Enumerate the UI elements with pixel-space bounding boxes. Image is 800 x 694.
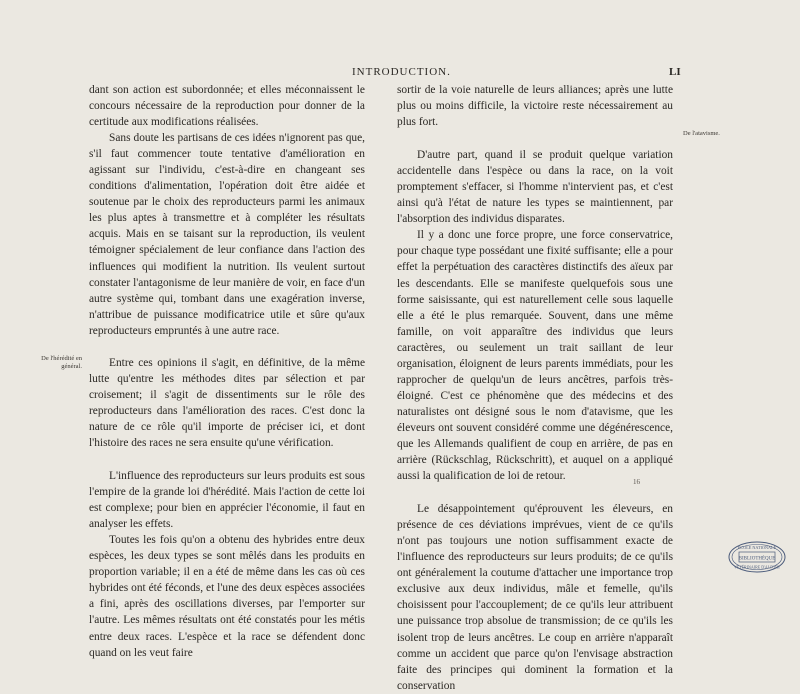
paragraph: Il y a donc une force propre, une force conservatrice, pour chaque type possédant une fixité suffisante; elle a pour effet la perpétuation des caractères distinctifs des aïeux par les descendants. Elle se manifeste quelquefois sous une forme saisissante, qui est naturellement celle sous laquelle elle a été le plus remarquée. Souvent, dans une même famille, on voit apparaître des individus que leurs caractères, ou seulement un trait saillant de leur organisation, éloignent de leurs parents immédiats, pour les rapprocher de quelqu'un de leurs ancêtres, parfois très-éloigné. C'est ce phénomène que des médecins et des naturalistes ont désigné sous le nom d'atavisme, que les éleveurs ont souvent considéré comme une dégénérescence, que les Allemands qualifient de coup en arrière, de pas en arrière (Rückschlag, Rückschritt), et auquel on a appliqué aussi la qualification de loi de retour.: [397, 229, 673, 483]
stamp-line2: BIBLIOTHÈQUE: [738, 556, 776, 562]
paragraph-gap: [89, 451, 365, 468]
paragraph: Le désappointement qu'éprouvent les éleveurs, en présence de ces déviations imprévues, vient de ce qu'ils n'ont pas toujours une notion suffisamment exacte de l'influence des reproducteurs sur leurs produits; de ce qu'ils ont généralement la coutume d'attacher une importance trop exclusive aux deux individus, mâle et femelle, qu'ils choisissent pour l'accouplement; de ce qu'ils leur attribuent une puissance trop absolue de transmission; de ce qu'ils les isolent trop de leurs ancêtres. Le coup en arrière n'apparaît comme un accident que parce qu'on l'envisage abstraction faite des principes qui dominent la formation et la conservation: [397, 503, 673, 692]
page-number: LI: [669, 66, 681, 78]
left-column: [89, 82, 365, 661]
margin-note-atavism: De l'atavisme.: [683, 130, 720, 137]
paragraph: sortir de la voie naturelle de leurs alliances; après une lutte plus ou moins difficile, la victoire reste nécessairement au plus fort.: [397, 84, 673, 129]
page-header: [0, 66, 800, 80]
paragraph: dant son action est subordonnée; et elles méconnaissent le concours nécessaire de la reproduction pour donner de la certitude aux modifications réalisées.: [89, 84, 365, 129]
paragraph: Entre ces opinions il s'agit, en définitive, de la même lutte qu'entre les méthodes dites par sélection et par croisement; il s'agit de dissentiments sur le rôle des reproducteurs dans l'amélioration des races. C'est donc la nature de ce rôle qu'il importe de préciser ici, et dont l'histoire des races ne sera ensuite qu'une vérification.: [89, 356, 365, 449]
paragraph: D'autre part, quand il se produit quelque variation accidentelle dans l'espèce ou dans la race, on la voit promptement s'effacer, si l'homme n'intervient pas, et c'est ainsi qu'à l'état de nature les types se maintiennent, par l'absorption des individus disparates.: [397, 149, 673, 226]
stamp-line3: VÉTÉRINAIRE D'ALFORT: [733, 564, 781, 570]
right-column: [397, 82, 673, 694]
paragraph-gap: [397, 130, 673, 147]
paragraph: Sans doute les partisans de ces idées n'ignorent pas que, s'il faut commencer toute tentative d'amélioration en agissant sur l'individu, c'est-à-dire en changeant ses conditions d'alimentation, l'opération doit être aidée et soutenue par le choix des reproducteurs parmi les animaux les plus aptes à transmettre et à compléter les résultats acquis. Mais en se taisant sur la reproduction, ils veulent témoigner spécialement de leur confiance dans l'action des influences qui modifient la nutrition. Ils veulent surtout constater l'antagonisme de leur manière de voir, en face d'un autre système qui, tombant dans une exagération inverse, n'attribue de puissance modificatrice utile et sûre qu'aux reproducteurs empruntés à une autre race.: [89, 132, 365, 337]
paragraph: L'influence des reproducteurs sur leurs produits est sous l'empire de la grande loi d'hérédité. Mais l'action de cette loi est complexe; pour bien en apprécier l'économie, il faut en analyser les effets.: [89, 470, 365, 531]
stamp-line1: ÉCOLE NATIONALE: [737, 545, 777, 550]
running-title: INTRODUCTION.: [352, 66, 451, 78]
margin-note-heredity: De l'hérédité en général.: [41, 355, 82, 370]
paragraph-gap: [397, 484, 673, 501]
library-stamp: [727, 540, 787, 574]
paragraph-gap: [89, 339, 365, 355]
signature-mark: 16: [633, 478, 640, 486]
paragraph: Toutes les fois qu'on a obtenu des hybrides entre deux espèces, les deux types se sont mêlés dans les produits en proportion variable; il en a été de même dans les cas où ces hybrides ont été féconds, et l'une des deux espèces associées a fini, après des oscillations diverses, par l'emporter sur l'autre. Les mêmes résultats ont été constatés pour les métis entre deux races. L'espèce et la race se défendent donc quand on les veut faire: [89, 534, 365, 659]
library-stamp-icon: [727, 540, 787, 574]
